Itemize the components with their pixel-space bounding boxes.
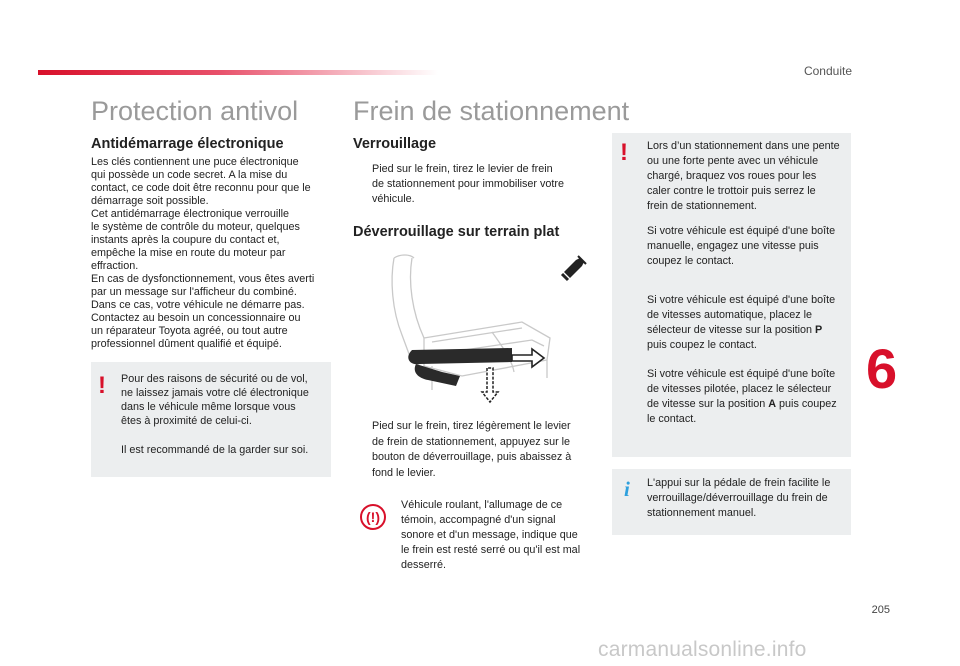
pull-arrow xyxy=(512,349,544,367)
theft-warning-note: Il est recommandé de la garder sur soi. xyxy=(121,444,309,456)
hand-lever-icon xyxy=(558,252,590,284)
watermark: carmanualsonline.info xyxy=(598,638,807,661)
verrouillage-text: Pied sur le frein, tirez le levier de frein de stationnement pour immobiliser votre véhicule. xyxy=(372,163,565,205)
piloted-gearbox-note: Si votre véhicule est équipé d'une boîte de vitesses pilotée, placez le sélecteur de vitesse sur la position A puis coupez le contact. xyxy=(647,368,837,425)
theft-warning-text: Pour des raisons de sécurité ou de vol, ne laissez jamais votre clé électronique dans le véhicule même lorsque vous êtes à proximité de celui-ci. xyxy=(121,373,309,427)
info-icon: i xyxy=(624,477,630,501)
heading-deverrouillage: Déverrouillage sur terrain plat xyxy=(353,224,560,240)
handbrake-lever xyxy=(408,348,512,386)
lower-arrow xyxy=(482,368,498,402)
heading-verrouillage: Verrouillage xyxy=(353,136,437,152)
chapter-number: 6 xyxy=(866,337,898,400)
slope-warning-box xyxy=(612,133,851,457)
brake-alert-icon: (!) xyxy=(358,504,388,528)
antidemarrage-body: Les clés contiennent une puce électronique qui possède un code secret. A la mise du contact, ce code doit être reconnu pour que le démarrage soit possible. Cet antidémarrage électronique verrouille le système de contrôle du moteur, quelques instants après la coupure du contact et, empêche la mise en route du moteur par effraction. En cas de dysfonctionnement, vous êtes averti par un message sur l'afficheur du combiné. Dans ce cas, votre véhicule ne démarre pas. Contactez au besoin un concessionnaire ou un réparateur Toyota agréé, ou tout autre professionnel dûment qualifié et équipé. xyxy=(91,156,315,350)
slope-warning-text: Lors d’un stationnement dans une pente ou une forte pente avec un véhicule chargé, braquez vos roues pour les caler contre le trottoir puis serrez le frein de stationnement. xyxy=(647,140,840,212)
brake-alert-text: Véhicule roulant, l'allumage de ce témoin, accompagné d'un signal sonore et d'un message, indique que le frein est resté serré ou qu'il est mal desserré. xyxy=(401,499,581,571)
warning-icon: ! xyxy=(620,139,628,166)
info-text: L'appui sur la pédale de frein facilite le verrouillage/déverrouillage du frein de stationnement manuel. xyxy=(647,477,831,519)
seat-back-outline xyxy=(392,258,412,362)
deverrouillage-text: Pied sur le frein, tirez légèrement le levier de frein de stationnement, appuyez sur le bouton de déverrouillage, puis abaissez à fond le levier. xyxy=(372,420,572,479)
subtitle-antidemarrage: Antidémarrage électronique xyxy=(91,136,284,152)
manual-gearbox-note: Si votre véhicule est équipé d'une boîte manuelle, engagez une vitesse puis coupez le contact. xyxy=(647,225,836,267)
warning-icon: ! xyxy=(98,372,106,399)
page-title-frein-stationnement: Frein de stationnement xyxy=(353,96,630,126)
automatic-gearbox-note: Si votre véhicule est équipé d'une boîte de vitesses automatique, placez le sélecteur de vitesse sur la position P puis coupez le contact. xyxy=(647,294,836,351)
info-box xyxy=(612,469,851,535)
page-title-protection-antivol: Protection antivol xyxy=(91,96,299,126)
theft-warning-box xyxy=(91,362,331,477)
page-number: 205 xyxy=(871,604,890,616)
section-title: Conduite xyxy=(803,64,852,78)
header-accent-bar xyxy=(38,70,438,75)
